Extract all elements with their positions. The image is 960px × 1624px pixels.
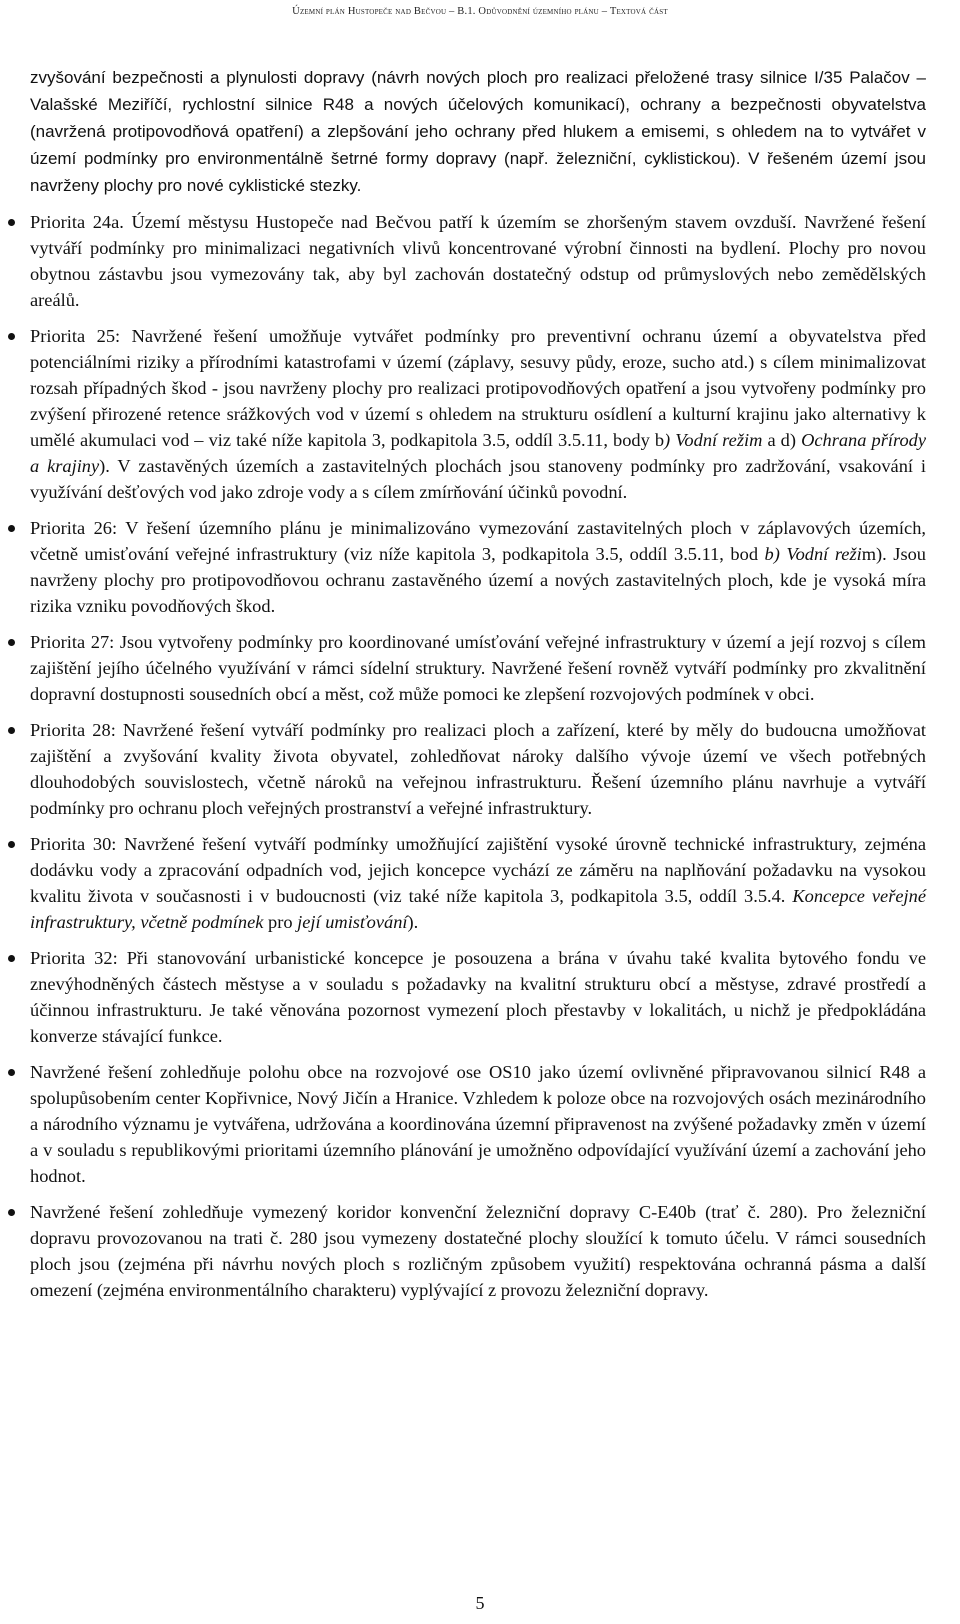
bullet-icon [8,639,15,646]
intro-paragraph [30,64,926,199]
list-item-priority-26 [30,515,926,619]
priority-list [30,209,926,1303]
bullet-icon [8,525,15,532]
bullet-icon [8,1069,15,1076]
bullet-icon [8,219,15,226]
bullet-icon [8,333,15,340]
list-item-railway-corridor [30,1199,926,1303]
list-item-os10 [30,1059,926,1189]
list-item-priority-25 [30,323,926,505]
list-item-italic: její umisťování [297,912,408,932]
bullet-icon [8,727,15,734]
list-item-text: Navržené řešení zohledňuje vymezený koridor konvenční železniční dopravy C-E40b (trať č. 280). Pro železniční dopravu provozovanou na trati č. 280 jsou vymezeny dostatečné plochy sloužící k tomuto účelu. V rámci sousedních ploch jsou (zejména při návrhu nových ploch s rozličným způsobem využití) respektována ochranná pásma a další omezení (zejména environmentálního charakteru) vyplývající z provozu železniční dopravy. [30,1202,926,1300]
list-item-text: pro [263,912,298,932]
list-item-priority-30 [30,831,926,935]
list-item-text: Priorita 26: V řešení územního plánu je minimalizováno vymezování zastavitelných ploch v záplavových územích, včetně umisťování veřejné infrastruktury (viz níže kapitola 3, podkapitola 3.5, oddíl 3.5.11, bod [30,518,926,564]
page-content [30,64,926,1313]
list-item-italic: Ochrana přírody a krajiny [30,430,926,476]
list-item-italic: b) Vodní reži [764,544,862,564]
intro-text-tail: V řešeném území jsou navrženy plochy pro nové cyklistické stezky. [30,149,926,195]
list-item-text: Priorita 27: Jsou vytvořeny podmínky pro koordinované umísťování veřejné infrastruktury v území a její rozvoj s cílem zajištění jejího účelného využívání v rámci sídelní struktury. Navržené řešení rovněž vytváří podmínky pro zkvalitnění dopravní dostupnosti sousedních obcí a měst, což může pomoci ke zlepšení rozvojových podmínek v obci. [30,632,926,704]
list-item-text: Priorita 28: Navržené řešení vytváří podmínky pro realizaci ploch a zařízení, které by měly do budoucna umožňovat zajištění a zvyšování kvality života obyvatel, zohledňovat nároky dalšího vývoje území ve všech potřebných dlouhodobých souvislostech, včetně nároků na veřejnou infrastrukturu. Řešení územního plánu navrhuje a vytváří podmínky pro ochranu ploch veřejných prostranství a veřejné infrastruktury. [30,720,926,818]
bullet-icon [8,1209,15,1216]
list-item-priority-27 [30,629,926,707]
bullet-icon [8,955,15,962]
list-item-priority-24a [30,209,926,313]
list-item-text: ). V zastavěných územích a zastavitelných plochách jsou stanoveny podmínky pro zadržování, vsakování i využívání dešťových vod jako zdroje vody a s cílem zmírňování účinků povodní. [30,456,927,502]
list-item-text: Navržené řešení zohledňuje polohu obce na rozvojové ose OS10 jako území ovlivněné připravovanou silnicí R48 a spolupůsobením center Kopřivnice, Nový Jičín a Hranice. Vzhledem k poloze obce na rozvojových osách mezinárodního a národního významu je vytvářena, udržována a koordinována územní připravenost na zvýšené požadavky změn v území a v souladu s republikovými prioritami územního plánování je umožněno odpovídající využívání území a zachování jeho hodnot. [30,1062,926,1186]
list-item-text: Priorita 25: Navržené řešení umožňuje vytvářet podmínky pro preventivní ochranu území a obyvatelstva před potenciálními riziky a přírodními katastrofami v území (záplavy, sesuvy půdy, eroze, sucho atd.) s cílem minimalizovat rozsah případných škod - jsou navrženy plochy pro realizaci protipovodňových opatření a jsou vytvořeny podmínky pro zvýšení přirozené retence srážkových vod v území s ohledem na strukturu osídlení a kulturní krajinu jako alternativy k umělé akumulaci vod – viz také níže kapitola 3, podkapitola 3.5, oddíl 3.5.11, body b [30,326,926,450]
list-item-text: m). Jsou navrženy plochy pro protipovodňovou ochranu zastavěného území a nových zastavitelných ploch, kde je vysoká míra rizika vzniku povodňových škod. [30,544,926,616]
list-item-text: a d) [762,430,802,450]
list-item-text: Priorita 24a. Území městysu Hustopeče nad Bečvou patří k územím se zhoršeným stavem ovzduší. Navržené řešení vytváří podmínky pro minimalizaci negativních vlivů koncentrované výrobní činnosti na bydlení. Plochy pro novou obytnou zástavbu jsou vymezovány tak, aby byl zachován dostatečný odstup od průmyslových nebo zemědělských areálů. [30,212,926,310]
list-item-text: Priorita 32: Při stanovování urbanistické koncepce je posouzena a brána v úvahu také kvalita bytového fondu ve znevýhodněných částech městyse a v souladu s požadavky na kvalitní strukturu obcí a městyse, zdravé prostředí a účinnou infrastrukturu. Je také věnována pozornost vymezení ploch přestavby v lokalitách, u nichž je předpokládána konverze stávající funkce. [30,948,926,1046]
list-item-priority-28 [30,717,926,821]
list-item-italic: Koncepce veřejné infrastruktury, včetně podmínek [30,886,926,932]
list-item-text: ). [407,912,419,932]
running-header: Územní plán Hustopeče nad Bečvou – B.1. Odůvodnění územního plánu – Textová část [292,6,668,17]
list-item-italic: ) Vodní režim [664,430,763,450]
page-number: 5 [475,1593,485,1613]
list-item-priority-32 [30,945,926,1049]
bullet-icon [8,841,15,848]
list-item-text: Priorita 30: Navržené řešení vytváří podmínky umožňující zajištění vysoké úrovně technické infrastruktury, zejména dodávku vody a zpracování odpadních vod, jejich koncepce vychází ze záměru na naplňování požadavku na vysokou kvalitu života v současnosti i v budoucnosti (viz také níže kapitola 3, podkapitola 3.5, oddíl 3.5.4. [30,834,926,906]
intro-text-sans: zvyšování bezpečnosti a plynulosti dopravy (návrh nových ploch pro realizaci přeložené trasy silnice I/35 Palačov – Valašské Meziříčí, rychlostní silnice R48 a nových účelových komunikací), ochrany a bezpečnosti obyvatelstva (navržená protipovodňová opatření) a zlepšování jeho ochrany před hlukem a emisemi, s ohledem na to vytvářet v území podmínky pro environmentálně šetrné formy dopravy (např. železniční, cyklistickou). [30,68,926,168]
